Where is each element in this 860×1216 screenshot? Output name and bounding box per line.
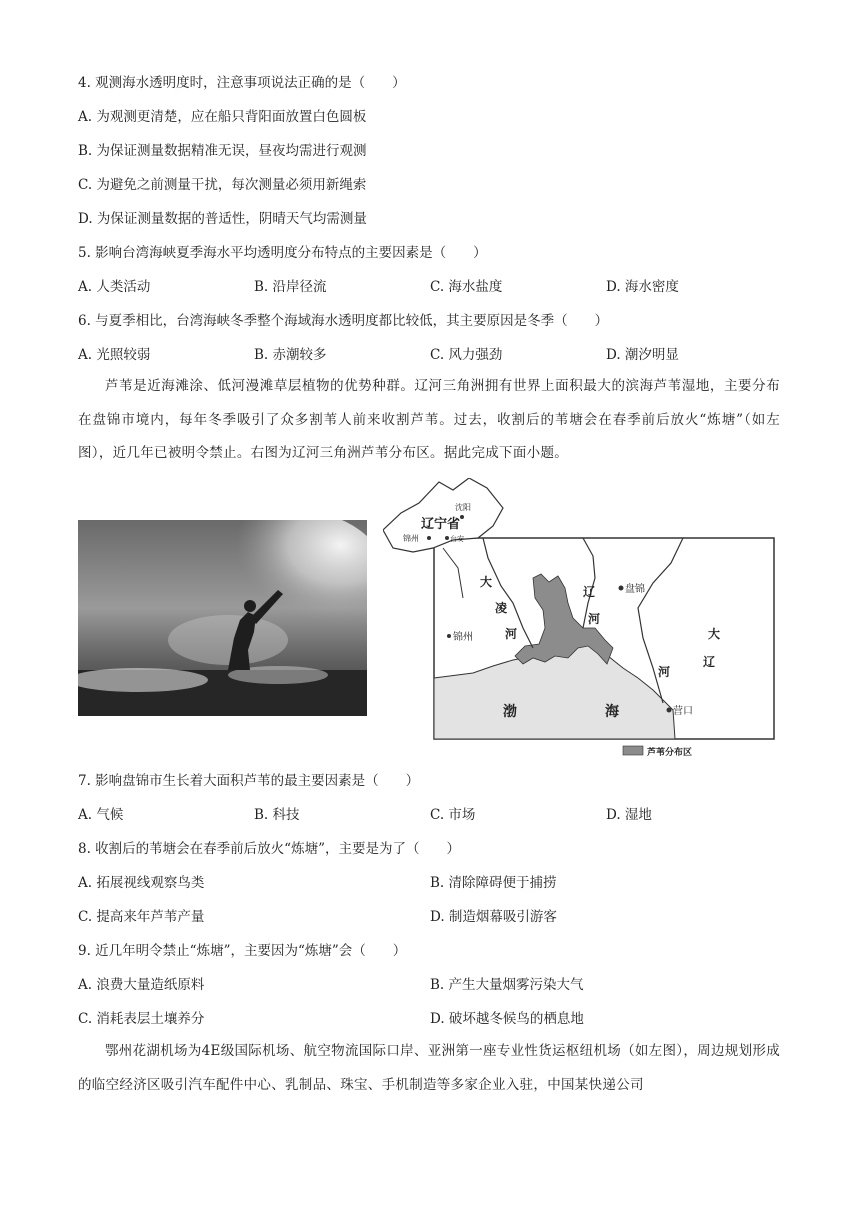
q7-option-a: A. 气候 xyxy=(78,807,124,823)
q5-option-d: D. 海水密度 xyxy=(606,279,679,295)
q9-option-a: A. 浪费大量造纸原料 xyxy=(78,977,205,993)
legend-swatch xyxy=(623,746,643,755)
label-sea-2: 海 xyxy=(605,704,619,720)
q5-option-b: B. 沿岸径流 xyxy=(254,279,327,295)
label-daliao-3: 河 xyxy=(658,665,671,679)
q6-option-b: B. 赤潮较多 xyxy=(254,347,327,363)
reed-passage: 芦苇是近海滩涂、低河漫滩草层植物的优势种群。辽河三角洲拥有世界上面积最大的滨海芦苇湿地，主要分布在盘锦市境内，每年冬季吸引了众多割苇人前来收割芦苇。过去，收割后的苇塘会在春季前后放火“炼塘”（如左图），近几年已被明令禁止。右图为辽河三角洲芦苇分布区。据此完成下面小题。 xyxy=(78,378,780,461)
reed-burning-photo xyxy=(78,520,367,716)
shenyang-dot xyxy=(460,515,464,519)
panjin-dot xyxy=(619,586,624,591)
q4-option-c: C. 为避免之前测量干扰，每次测量必须用新绳索 xyxy=(78,177,367,193)
label-yingkou: 营口 xyxy=(673,706,693,717)
q5-option-a: A. 人类活动 xyxy=(78,279,151,295)
q6-option-d: D. 潮汐明显 xyxy=(606,347,679,363)
q8-option-b: B. 清除障碍便于捕捞 xyxy=(430,875,557,891)
label-jinzhou: 锦州 xyxy=(453,632,473,643)
reed-burning-photo-image xyxy=(78,520,367,716)
taian-dot xyxy=(445,536,449,540)
label-liao-2: 河 xyxy=(588,612,601,626)
q5-option-c: C. 海水盐度 xyxy=(430,279,503,295)
q9-stem: 9. 近几年明令禁止“炼塘”，主要因为“炼塘”会（ ） xyxy=(78,943,407,959)
label-daling-2: 凌 xyxy=(495,601,508,615)
label-province: 辽宁省 xyxy=(421,517,461,532)
label-taian: 台安 xyxy=(450,535,464,543)
q6-stem: 6. 与夏季相比，台湾海峡冬季整个海域海水透明度都比较低，其主要原因是冬季（ ） xyxy=(78,313,609,329)
label-daling-1: 大 xyxy=(480,575,493,589)
label-jinzhou-small: 锦州 xyxy=(403,534,419,543)
q7-option-c: C. 市场 xyxy=(430,807,476,823)
q7-option-b: B. 科技 xyxy=(254,807,300,823)
yingkou-dot xyxy=(667,708,672,713)
q6-option-a: A. 光照较弱 xyxy=(78,347,151,363)
label-panjin: 盘锦 xyxy=(625,584,645,595)
q9-option-d: D. 破坏越冬候鸟的栖息地 xyxy=(430,1011,584,1027)
label-daliao-1: 大 xyxy=(708,627,721,641)
q8-option-d: D. 制造烟幕吸引游客 xyxy=(430,909,557,925)
label-daling-3: 河 xyxy=(505,627,518,641)
jinzhou-dot xyxy=(447,634,451,638)
q7-option-d: D. 湿地 xyxy=(606,807,652,823)
airport-passage: 鄂州花湖机场为4E级国际机场、航空物流国际口岸、亚洲第一座专业性货运枢纽机场（如左图），周边规划形成的临空经济区吸引汽车配件中心、乳制品、珠宝、手机制造等多家企业入驻，中国某快递公司 xyxy=(78,1043,780,1093)
legend-label: 芦苇分布区 xyxy=(647,748,693,758)
q9-option-b: B. 产生大量烟雾污染大气 xyxy=(430,977,584,993)
q8-option-c: C. 提高来年芦苇产量 xyxy=(78,909,205,925)
q9-option-c: C. 消耗表层土壤养分 xyxy=(78,1011,205,1027)
q4-option-a: A. 为观测更清楚，应在船只背阳面放置白色圆板 xyxy=(78,109,367,125)
q8-option-a: A. 拓展视线观察鸟类 xyxy=(78,875,205,891)
q4-option-d: D. 为保证测量数据的普适性，阴晴天气均需测量 xyxy=(78,211,367,227)
q5-stem: 5. 影响台湾海峡夏季海水平均透明度分布特点的主要因素是（ ） xyxy=(78,245,487,261)
label-sea-1: 渤 xyxy=(503,704,517,720)
q7-stem: 7. 影响盘锦市生长着大面积芦苇的最主要因素是（ ） xyxy=(78,773,420,789)
liaohe-delta-map xyxy=(383,478,788,760)
jinzhou-small-dot xyxy=(427,536,431,540)
q8-stem: 8. 收割后的苇塘会在春季前后放火“炼塘”，主要是为了（ ） xyxy=(78,841,460,857)
q6-option-c: C. 风力强劲 xyxy=(430,347,503,363)
label-liao-1: 辽 xyxy=(583,585,596,599)
label-shenyang: 沈阳 xyxy=(455,503,471,512)
q4-stem: 4. 观测海水透明度时，注意事项说法正确的是（ ） xyxy=(78,75,406,91)
q4-option-b: B. 为保证测量数据精准无误，昼夜均需进行观测 xyxy=(78,143,367,159)
label-daliao-2: 辽 xyxy=(703,655,716,669)
